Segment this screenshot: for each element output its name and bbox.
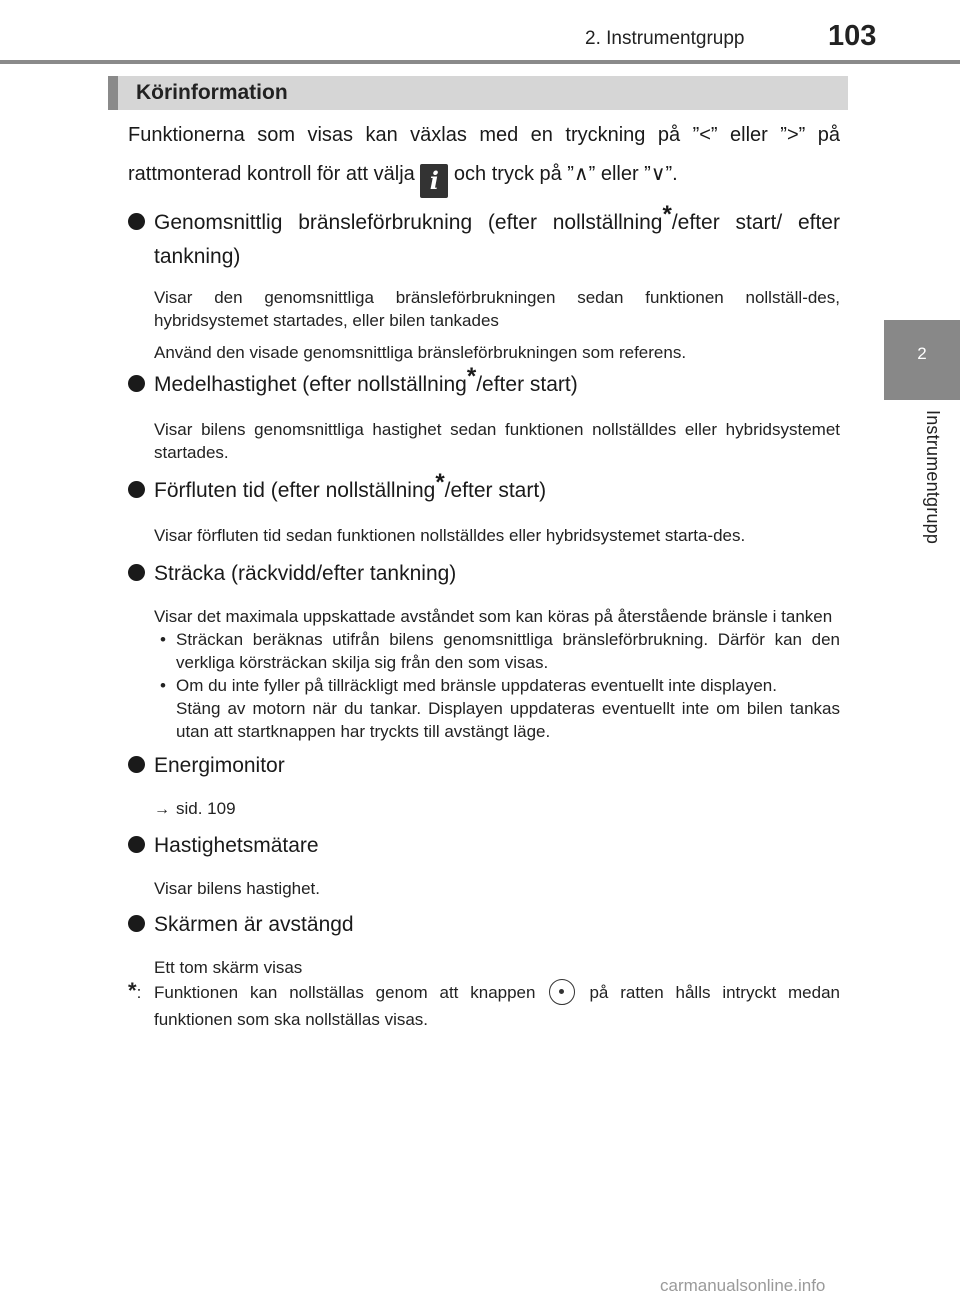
item-reference: [154, 797, 840, 821]
sub-bullet-dot: •: [160, 676, 166, 695]
list-item: [128, 749, 840, 821]
page-number: 103: [828, 20, 877, 52]
bullet-icon: [128, 836, 145, 853]
list-item: [128, 469, 840, 547]
header-section-title: 2. Instrumentgrupp: [585, 28, 745, 49]
info-icon-glyph: i: [429, 166, 439, 195]
page-reference-link[interactable]: sid. 109: [176, 799, 236, 818]
footnote-star: *: [466, 363, 477, 390]
item-description: Visar den genomsnittliga bränsleförbrukningen sedan funktionen nollställ-des, hybridsystemet startades, eller bilen tankades: [154, 288, 840, 330]
item-title: Hastighetsmätare: [154, 834, 319, 857]
list-item: [128, 201, 840, 364]
bullet-icon: [128, 564, 145, 581]
reset-button-icon: [549, 979, 575, 1005]
item-title: [154, 363, 840, 402]
item-title: [154, 201, 840, 274]
footnote-text-2: på ratten hålls intryckt medan funktionen som ska nollställas visas.: [154, 983, 840, 1029]
chapter-tab: [884, 320, 960, 400]
intro-text-2: och tryck på ”∧” eller ”∨”.: [453, 163, 678, 185]
sub-bullet-continuation: [154, 697, 840, 743]
sub-bullet-item: [154, 674, 840, 697]
item-description: Visar bilens hastighet.: [154, 879, 321, 898]
info-icon: [420, 164, 448, 198]
bullet-icon: [128, 213, 145, 230]
reference-arrow-icon: →: [154, 801, 170, 818]
item-title-text: /efter start): [444, 479, 547, 502]
item-title: Sträcka (räckvidd/efter tankning): [154, 562, 457, 585]
list-item: [128, 908, 840, 979]
intro-paragraph: [128, 116, 840, 198]
list-item: [128, 557, 840, 743]
intro-text-1: Funktionerna som visas kan växlas med en tryckning på ”<” eller ”>” på rattmonterad kontroll för att välja: [128, 124, 840, 185]
header-rule: [0, 60, 960, 64]
sub-bullet-text: Om du inte fyller på tillräckligt med bränsle uppdateras eventuellt inte displayen.: [176, 676, 777, 695]
sub-bullet-text: Sträckan beräknas utifrån bilens genomsnittliga bränsleförbrukning. Därför kan den verkliga körsträckan skilja sig från den som visas.: [176, 630, 840, 672]
item-title-text: Genomsnittlig bränsleförbrukning (efter nollställning: [154, 211, 663, 234]
list-item: [128, 829, 840, 900]
bullet-icon: [128, 481, 145, 498]
item-description: Ett tom skärm visas: [154, 958, 303, 977]
watermark: carmanualsonline.info: [660, 1276, 826, 1295]
footnote: [128, 979, 840, 1033]
section-title: Körinformation: [136, 81, 288, 104]
section-header-bar: [108, 76, 848, 110]
sub-bullet-dot: •: [160, 630, 166, 649]
item-title: Skärmen är avstängd: [154, 913, 354, 936]
chapter-tab-label: Instrumentgrupp: [923, 410, 943, 545]
item-description: Visar det maximala uppskattade avståndet som kan köras på återstående bränsle i tanken: [154, 607, 833, 626]
item-description: Visar bilens genomsnittliga hastighet sedan funktionen nollställdes eller hybridsystemet startades.: [154, 420, 840, 462]
page-content: [128, 116, 840, 1033]
item-title: [154, 469, 840, 508]
sub-bullet-item: [154, 628, 840, 674]
item-title-text: /efter start/ efter tankning): [154, 211, 840, 268]
sub-bullet-list: [154, 628, 840, 743]
footnote-star: *: [435, 469, 445, 496]
item-title-text: Medelhastighet (efter nollställning: [154, 373, 467, 396]
list-item: [128, 363, 840, 464]
footnote-text-1: Funktionen kan nollställas genom att knappen: [154, 983, 536, 1002]
footnote-mark: [128, 977, 141, 1006]
chapter-tab-number: 2: [917, 344, 927, 363]
footnote-star: *: [662, 201, 672, 228]
bullet-icon: [128, 756, 145, 773]
item-description: Visar förfluten tid sedan funktionen nollställdes eller hybridsystemet starta-des.: [154, 526, 746, 545]
footnote-colon: :: [136, 983, 142, 1002]
item-title-text: Förfluten tid (efter nollställning: [154, 479, 436, 502]
sub-bullet-text: Stäng av motorn när du tankar. Displayen uppdateras eventuellt inte om bilen tankas utan att startknappen har tryckts till avstängt läge.: [176, 699, 840, 741]
bullet-icon: [128, 375, 145, 392]
footnote-star: *: [128, 978, 137, 1003]
bullet-icon: [128, 915, 145, 932]
item-title: Energimonitor: [154, 754, 285, 777]
item-title-text: /efter start): [476, 373, 578, 396]
item-description: Använd den visade genomsnittliga bränsleförbrukningen som referens.: [154, 343, 687, 362]
